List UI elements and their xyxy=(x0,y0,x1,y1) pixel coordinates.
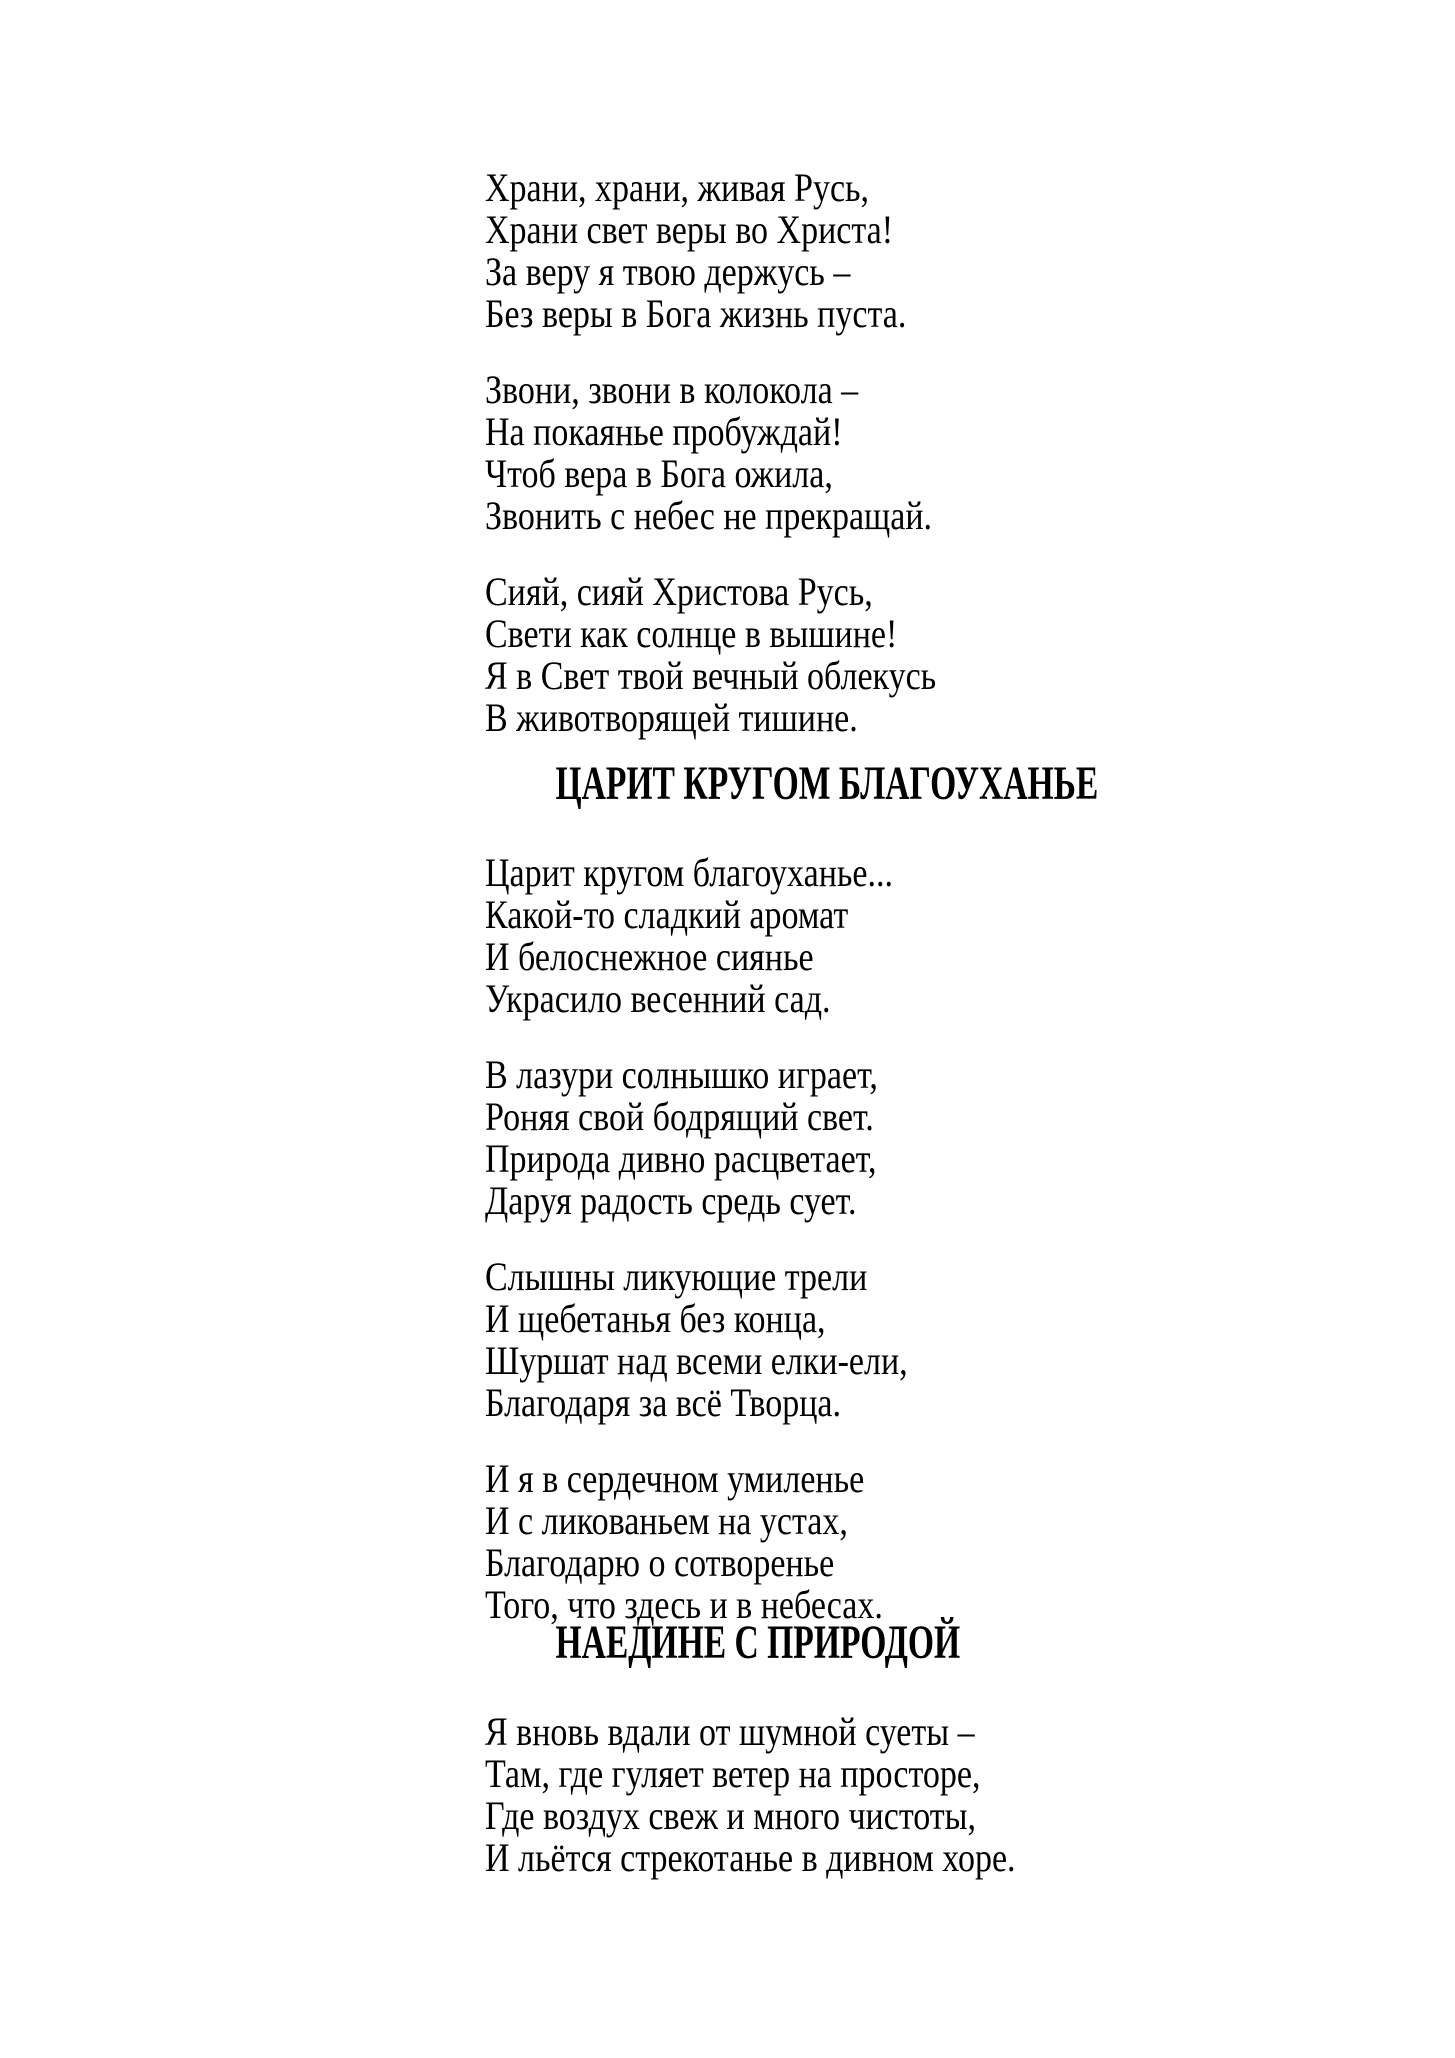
poem-line: Звони, звони в колокола – xyxy=(485,367,859,412)
poem-line: Я вновь вдали от шумной суеты – xyxy=(485,1709,975,1754)
poem-line: На покаянье пробуждай! xyxy=(485,409,843,454)
poem-line: Слышны ликующие трели xyxy=(485,1254,868,1299)
poem-line: За веру я твою держусь – xyxy=(485,249,851,294)
stanza xyxy=(485,571,936,739)
poem-line: Я в Свет твой вечный облекусь xyxy=(485,653,937,698)
poem-line: Где воздух свеж и много чистоты, xyxy=(485,1793,977,1838)
poem-line: Храни, храни, живая Русь, xyxy=(485,165,870,210)
stanza xyxy=(485,852,893,1020)
poem-line: Чтоб вера в Бога ожила, xyxy=(485,451,833,496)
poem-line: И льётся стрекотанье в дивном хоре. xyxy=(485,1835,1016,1880)
poem-line: Природа дивно расцветает, xyxy=(485,1136,877,1181)
poem-title: НАЕДИНЕ С ПРИРОДОЙ xyxy=(555,1616,961,1669)
stanza xyxy=(485,1054,878,1222)
poems-container xyxy=(485,167,1109,1913)
poem-line: Храни свет веры во Христа! xyxy=(485,207,894,252)
poem-line: Того, что здесь и в небесах. xyxy=(485,1582,883,1627)
poem-line: Царит кругом благоуханье... xyxy=(485,850,893,895)
stanza xyxy=(485,167,906,335)
poem-line: Какой-то сладкий аромат xyxy=(485,892,849,937)
poem-line: И щебетанья без конца, xyxy=(485,1296,826,1341)
stanza xyxy=(485,1256,908,1424)
stanza xyxy=(485,369,932,537)
poem-line: Украсило весенний сад. xyxy=(485,976,831,1021)
stanza xyxy=(485,1458,883,1626)
poem-line: Даруя радость средь сует. xyxy=(485,1178,857,1223)
poem-line: В лазури солнышко играет, xyxy=(485,1052,878,1097)
poem-line: И я в сердечном умиленье xyxy=(485,1456,865,1501)
poem-line: Там, где гуляет ветер на просторе, xyxy=(485,1751,981,1796)
poem-line: Шуршат над всеми елки-ели, xyxy=(485,1338,908,1383)
poem-line: Благодарю о сотворенье xyxy=(485,1540,835,1585)
poem-title: ЦАРИТ КРУГОМ БЛАГОУХАНЬЕ xyxy=(555,757,1099,810)
poem-line: Без веры в Бога жизнь пуста. xyxy=(485,291,907,336)
poem-line: Благодаря за всё Творца. xyxy=(485,1380,842,1425)
poem-line: Свети как солнце в вышине! xyxy=(485,611,898,656)
poem-line: И с ликованьем на устах, xyxy=(485,1498,848,1543)
poem-line: Сияй, сияй Христова Русь, xyxy=(485,569,873,614)
poem-line: И белоснежное сиянье xyxy=(485,934,814,979)
stanza xyxy=(485,1711,1016,1879)
poem-line: Роняя свой бодрящий свет. xyxy=(485,1094,874,1139)
poem-line: В животворящей тишине. xyxy=(485,695,858,740)
poem-line: Звонить с небес не прекращай. xyxy=(485,493,933,538)
